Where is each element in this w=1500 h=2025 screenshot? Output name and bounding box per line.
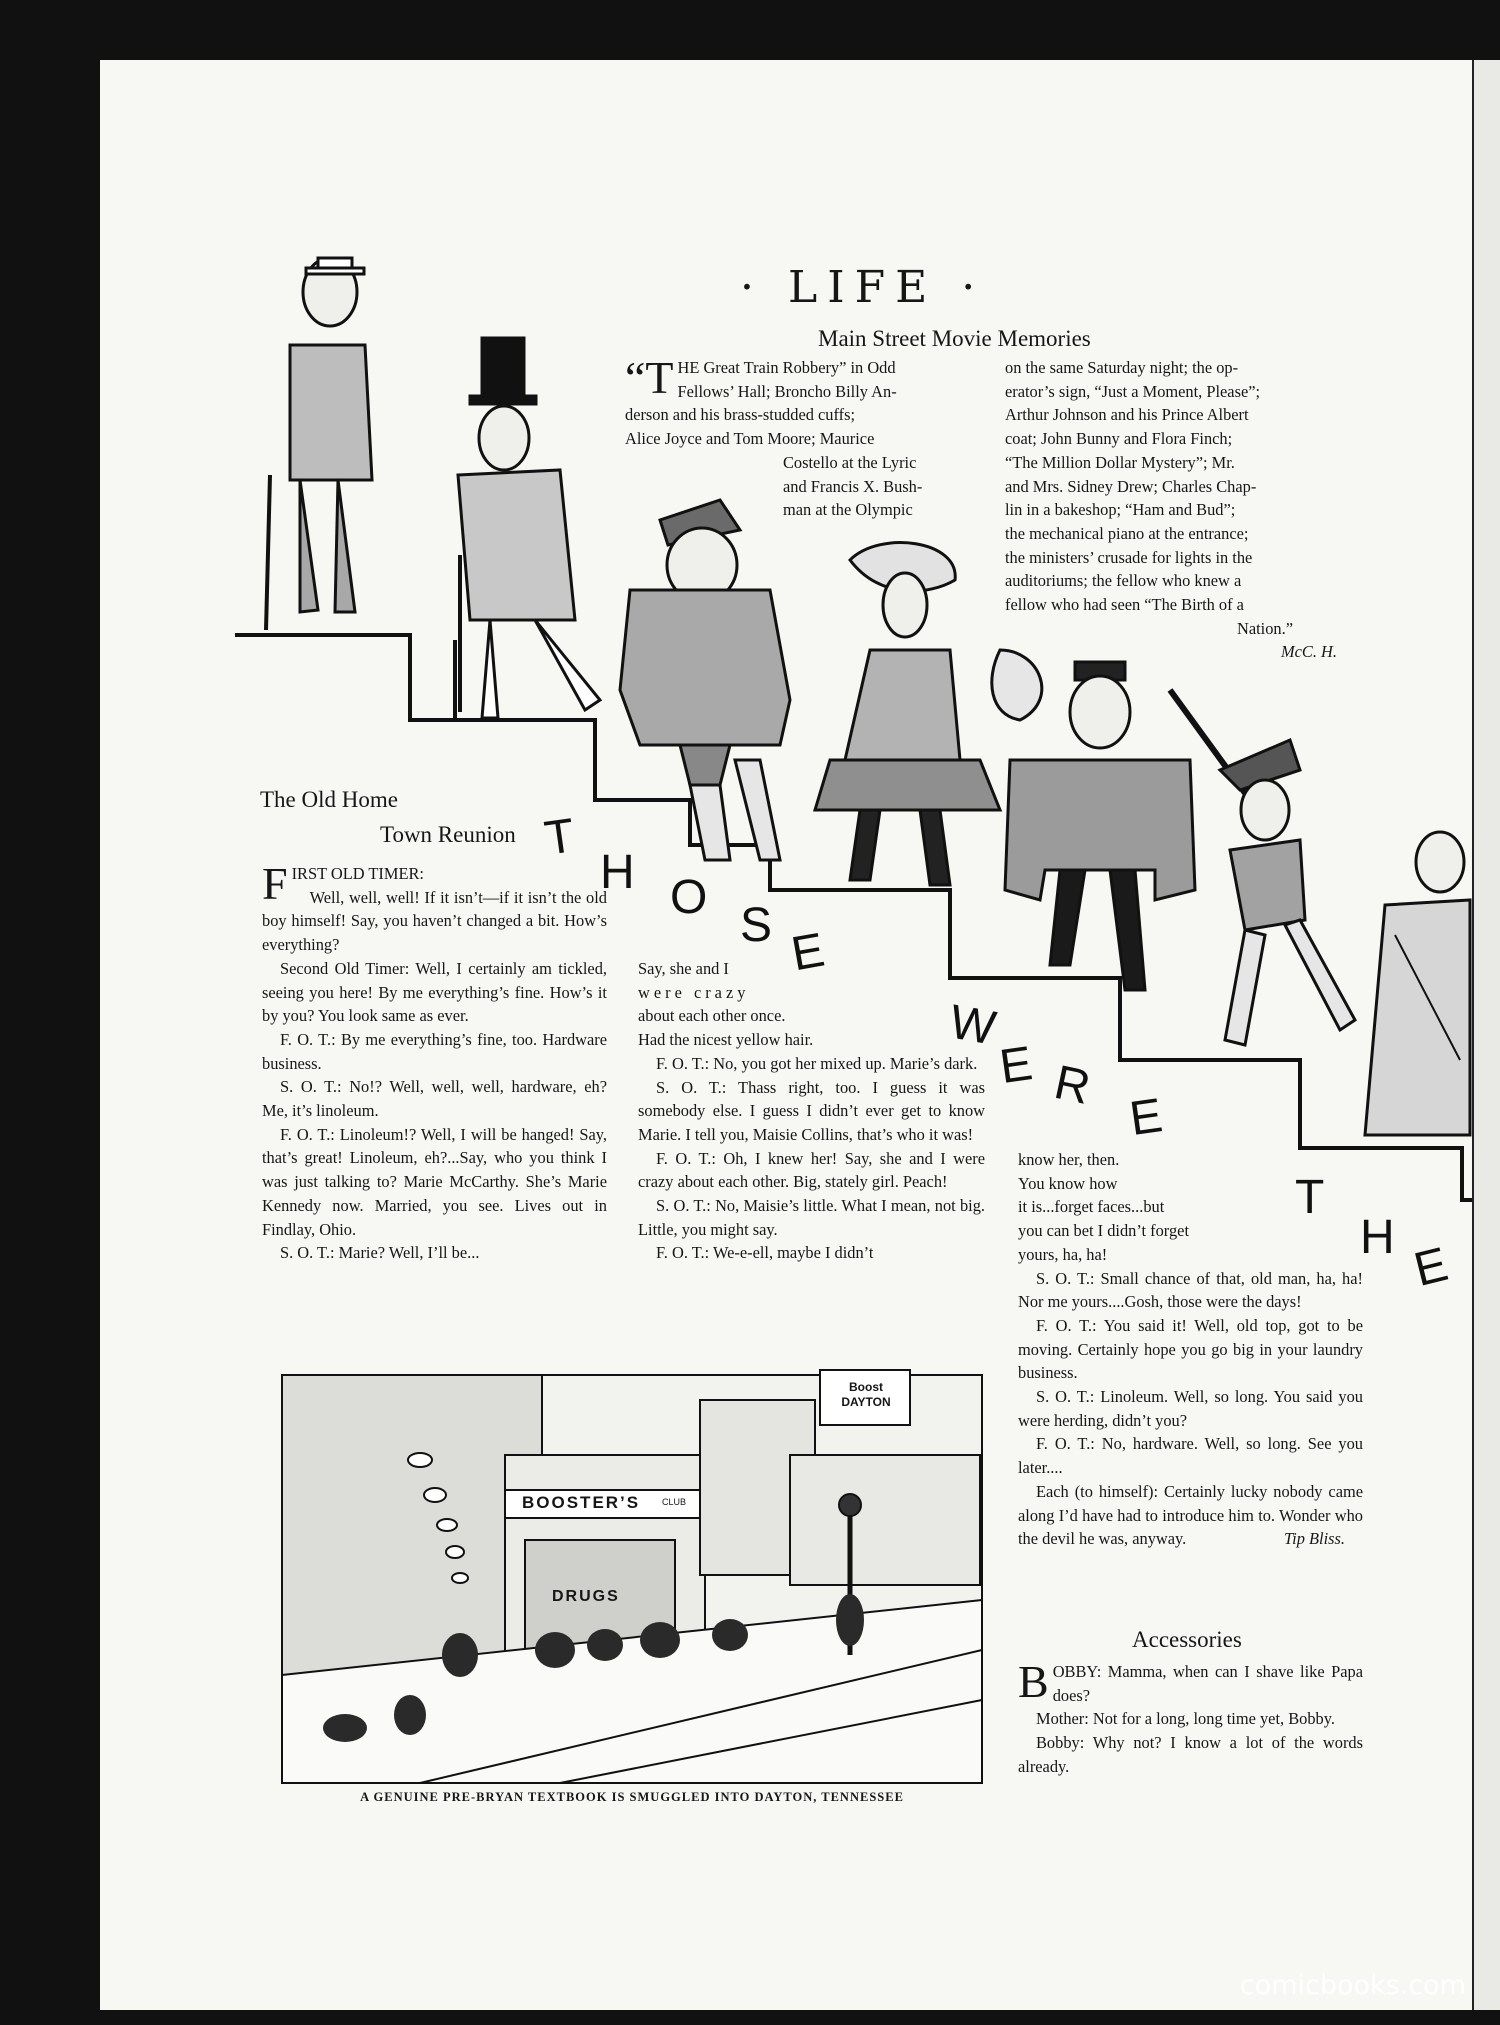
reunion-text: Each (to himself): Certainly lucky nobody came along I’d have had to introduce him to. Wonder who the devil he was, anyway.	[1018, 1481, 1363, 1549]
movie-line: the ministers’ crusade for lights in the	[1005, 547, 1253, 567]
accessories-body	[1018, 1656, 1363, 1779]
reunion-text: yours, ha, ha!	[1018, 1244, 1108, 1264]
figure-straw-hat-man	[266, 258, 372, 630]
movie-line: Costello at the Lyric	[783, 453, 917, 472]
movie-memories-title: Main Street Movie Memories	[818, 326, 1091, 351]
reunion-text: know her, then.	[1018, 1150, 1120, 1169]
reunion-title-line-1: The Old Home	[260, 787, 398, 812]
figure-top-hat-gentleman	[458, 338, 600, 718]
movie-line: the mechanical piano at the entrance;	[1005, 523, 1249, 543]
reunion-text: You know how	[1018, 1173, 1118, 1193]
reunion-text: Well, well, well! If it isn’t—if it isn’t the old boy himself! Say, you haven’t changed a bit. How’s everything?	[262, 887, 607, 955]
movie-line: coat; John Bunny and Flora Finch;	[1005, 429, 1233, 449]
drugs-sign: DRUGS	[552, 1588, 620, 1605]
reunion-text: F. O. T.: Oh, I knew her! Say, she and I were crazy about each other. Big, stately girl. Peach!	[638, 1148, 985, 1192]
movie-memories-column-1b	[783, 451, 977, 522]
reunion-text: Say, she and I	[638, 959, 729, 978]
stair-letter: S	[740, 899, 773, 952]
movie-line: derson and his brass-studded cuffs;	[625, 405, 856, 425]
watermark: comicbooks.com	[1239, 1970, 1466, 2001]
movie-line: Nation.”	[1237, 618, 1293, 638]
reunion-column-2	[638, 957, 985, 1265]
reunion-text: F. O. T.: No, hardware. Well, so long. See you later....	[1018, 1434, 1363, 1478]
accessories-text: Bobby: Why not? I know a lot of the words already.	[1018, 1733, 1363, 1776]
reunion-text: S. O. T.: Thass right, too. I guess it was somebody else. I guess I didn’t ever get to know Marie. I tell you, Maisie Collins, that’s who it was!	[638, 1077, 985, 1144]
movie-line: Alice Joyce and Tom Moore; Maurice	[625, 429, 875, 449]
reunion-text: S. O. T.: No, Maisie’s little. What I mean, not big. Little, you might say.	[638, 1196, 985, 1239]
movie-memories-column-2	[1005, 356, 1353, 664]
dayton-billboard: Boost DAYTON	[841, 1380, 891, 1409]
movie-line: man at the Olympic	[783, 500, 913, 520]
movie-line: and Francis X. Bush-	[783, 476, 923, 496]
reunion-text: were crazy	[638, 982, 750, 1002]
reunion-text: it is...forget faces...but	[1018, 1197, 1165, 1217]
masthead: · LIFE ·	[740, 262, 986, 313]
figure-colonial-man	[620, 500, 790, 860]
reunion-text: Had the nicest yellow hair.	[638, 1030, 814, 1050]
movie-line: lin in a bakeshop; “Ham and Bud”;	[1005, 500, 1236, 520]
figure-roman	[1365, 832, 1470, 1135]
reunion-text: Second Old Timer: Well, I certainly am tickled, seeing you here! By me everything’s fine. How’s it by you? You look same as ever.	[262, 958, 607, 1026]
stair-letter: O	[670, 871, 708, 924]
movie-line: Fellows’ Hall; Broncho Billy An-	[677, 381, 897, 401]
accessories-text: Mother: Not for a long, long time yet, Bobby.	[1036, 1709, 1335, 1729]
reunion-text: F. O. T.: No, you got her mixed up. Marie’s dark.	[656, 1053, 978, 1073]
accessories-title: Accessories	[1132, 1627, 1242, 1652]
reunion-text: about each other once.	[638, 1006, 786, 1026]
dropcap-f: F	[262, 858, 288, 909]
movie-line: HE Great Train Robbery” in Odd	[677, 358, 896, 377]
stair-letter: H	[600, 846, 635, 899]
stair-letter: H	[1360, 1211, 1395, 1264]
reunion-text: S. O. T.: Small chance of that, old man, ha, ha! Nor me yours....Gosh, those were the days!	[1018, 1268, 1363, 1312]
cartoon-street-scene	[282, 1370, 982, 1783]
reunion-text: S. O. T.: Linoleum. Well, so long. You said you were herding, didn’t you?	[1018, 1387, 1363, 1430]
dropcap-t: “T	[625, 352, 674, 403]
boosters-sign: BOOSTER’S	[522, 1493, 641, 1512]
movie-line: fellow who had seen “The Birth of a	[1005, 595, 1244, 615]
reunion-column-1	[262, 858, 607, 1265]
reunion-text: IRST OLD TIMER:	[291, 864, 424, 883]
stair-letter: E	[996, 1037, 1036, 1094]
stair-letter: E	[1126, 1089, 1166, 1146]
movie-line: erator’s sign, “Just a Moment, Please”;	[1005, 381, 1261, 401]
movie-signature: McC. H.	[1281, 642, 1337, 662]
reunion-title-line-2: Town Reunion	[380, 822, 516, 847]
movie-line: “The Million Dollar Mystery”; Mr.	[1005, 452, 1235, 472]
reunion-signature: Tip Bliss.	[1283, 1528, 1345, 1548]
reunion-text: S. O. T.: No!? Well, well, well, hardware, eh? Me, it’s linoleum.	[262, 1077, 607, 1121]
reunion-text: F. O. T.: By me everything’s fine, too. Hardware business.	[262, 1029, 607, 1073]
dropcap-b: B	[1018, 1656, 1049, 1707]
movie-line: auditoriums; the fellow who knew a	[1005, 571, 1242, 591]
stair-letter: W	[945, 995, 1000, 1056]
reunion-text: S. O. T.: Marie? Well, I’ll be...	[280, 1243, 480, 1263]
movie-memories-column-1	[625, 352, 977, 451]
stair-letter: T	[541, 809, 578, 866]
stair-letter: R	[1049, 1055, 1095, 1116]
accessories-text: OBBY: Mamma, when can I shave like Papa does?	[1052, 1662, 1363, 1705]
movie-line: on the same Saturday night; the op-	[1005, 358, 1239, 377]
movie-line: Arthur Johnson and his Prince Albert	[1005, 405, 1249, 425]
club-sign: CLUB	[662, 1497, 687, 1507]
stair-letter: E	[1409, 1237, 1453, 1298]
reunion-text: F. O. T.: You said it! Well, old top, got to be moving. Certainly hope you go big in your laundry business.	[1018, 1315, 1363, 1383]
reunion-text: F. O. T.: Linoleum!? Well, I will be hanged! Say, that’s great! Linoleum, eh?...Say, who you think I was just talking to? Marie McCarthy. She’s Marie Kennedy now. Married, you see. Lives out in Findlay, Ohio.	[262, 1124, 607, 1239]
stair-letter: E	[787, 923, 829, 982]
stair-letter: T	[1295, 1171, 1325, 1224]
reunion-text: F. O. T.: We-e-ell, maybe I didn’t	[656, 1243, 874, 1263]
cartoon-caption: A GENUINE PRE-BRYAN TEXTBOOK IS SMUGGLED INTO DAYTON, TENNESSEE	[360, 1790, 904, 1804]
figure-minstrel	[1170, 690, 1355, 1045]
reunion-text: you can bet I didn’t forget	[1018, 1221, 1189, 1241]
movie-line: and Mrs. Sidney Drew; Charles Chap-	[1005, 476, 1257, 496]
